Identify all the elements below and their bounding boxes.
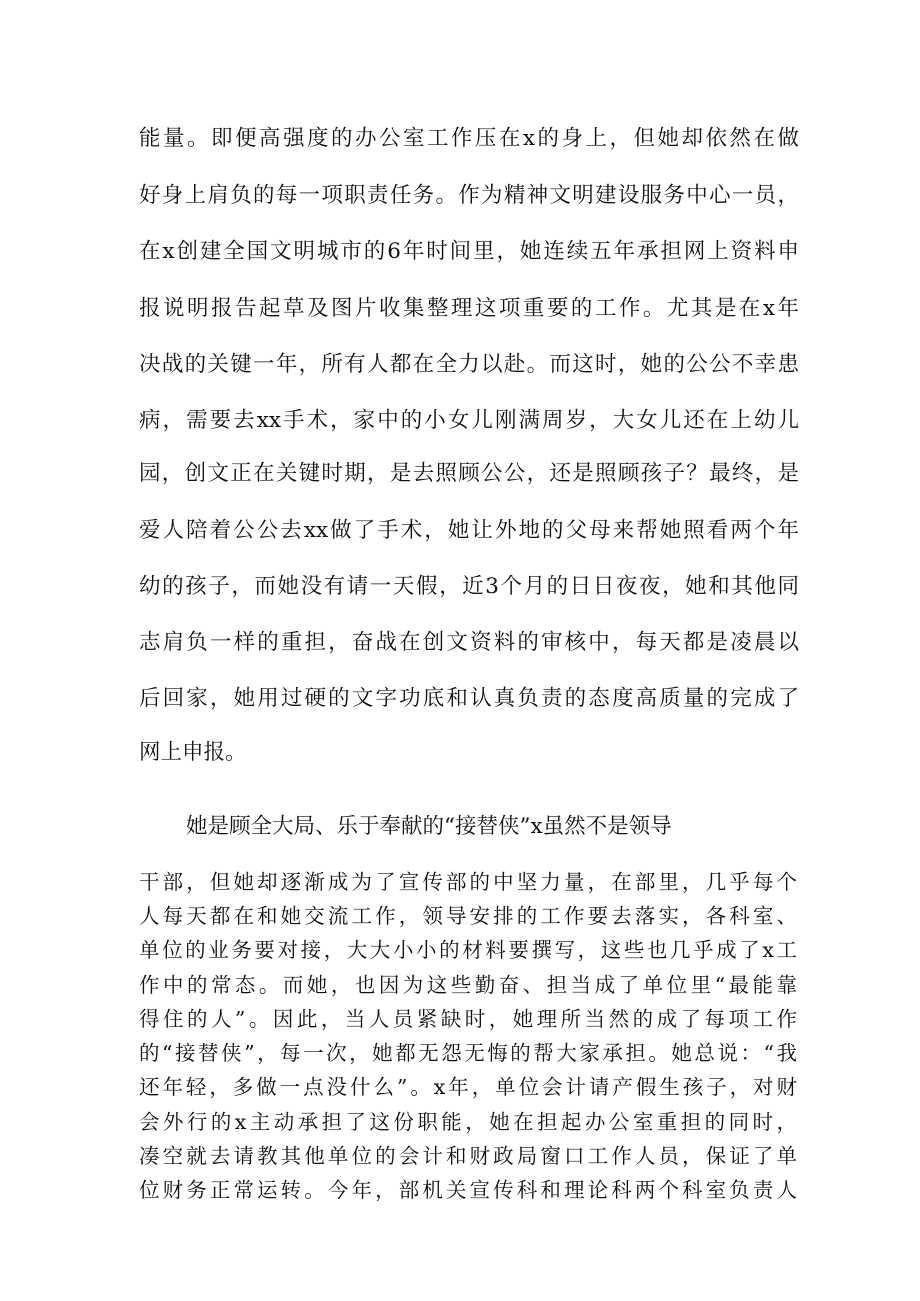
paragraph-line: 志肩负一样的重担，奋战在创文资料的审核中，每天都是凌晨以 [139, 630, 799, 655]
paragraph-line: 后回家，她用过硬的文字功底和认真负责的态度高质量的完成了 [139, 686, 799, 711]
paragraph-line: 位财务正常运转。今年，部机关宣传科和理论科两个科室负责人 [139, 1178, 797, 1202]
paragraph-line: 得住的人”。因此，当人员紧缺时，她理所当然的成了每项工作 [139, 1007, 797, 1031]
paragraph-line: 网上申报。 [139, 740, 247, 765]
paragraph-line: 单位的业务要对接，大大小小的材料要撰写，这些也几乎成了x工 [139, 938, 797, 962]
paragraph-line: 凑空就去请教其他单位的会计和财政局窗口工作人员，保证了单 [139, 1144, 797, 1168]
paragraph-line: 病，需要去xx手术，家中的小女儿刚满周岁，大女儿还在上幼儿 [139, 408, 799, 433]
paragraph-line: 园，创文正在关键时期，是去照顾公公，还是照顾孩子？最终，是 [139, 461, 799, 486]
paragraph-line: 作中的常态。而她，也因为这些勤奋、担当成了单位里“最能靠 [139, 973, 797, 997]
paragraph-line: 幼的孩子，而她没有请一天假，近3个月的日日夜夜，她和其他同 [139, 574, 799, 599]
paragraph-line: 能量。即便高强度的办公室工作压在x的身上，但她却依然在做 [139, 126, 799, 151]
paragraph-line: 的“接替侠”，每一次，她都无怨无悔的帮大家承担。她总说：“我 [139, 1041, 797, 1065]
paragraph-line: 好身上肩负的每一项职责任务。作为精神文明建设服务中心一员， [139, 183, 799, 208]
paragraph-line: 还年轻，多做一点没什么”。x年，单位会计请产假生孩子，对财 [139, 1075, 797, 1099]
paragraph-line: 会外行的x主动承担了这份职能，她在担起办公室重担的同时， [139, 1110, 797, 1134]
paragraph-line: 爱人陪着公公去xx做了手术，她让外地的父母来帮她照看两个年 [139, 518, 799, 543]
section-heading: 她是顾全大局、乐于奉献的“接替侠”x虽然不是领导 [186, 814, 672, 839]
paragraph-line: 干部，但她却逐渐成为了宣传部的中坚力量，在部里，几乎每个 [139, 870, 797, 894]
paragraph-line: 决战的关键一年，所有人都在全力以赴。而这时，她的公公不幸患 [139, 352, 799, 377]
paragraph-line: 人每天都在和她交流工作，领导安排的工作要去落实，各科室、 [139, 904, 797, 928]
paragraph-line: 在x创建全国文明城市的6年时间里，她连续五年承担网上资料申 [139, 239, 799, 264]
paragraph-line: 报说明报告起草及图片收集整理这项重要的工作。尤其是在x年 [139, 296, 799, 321]
